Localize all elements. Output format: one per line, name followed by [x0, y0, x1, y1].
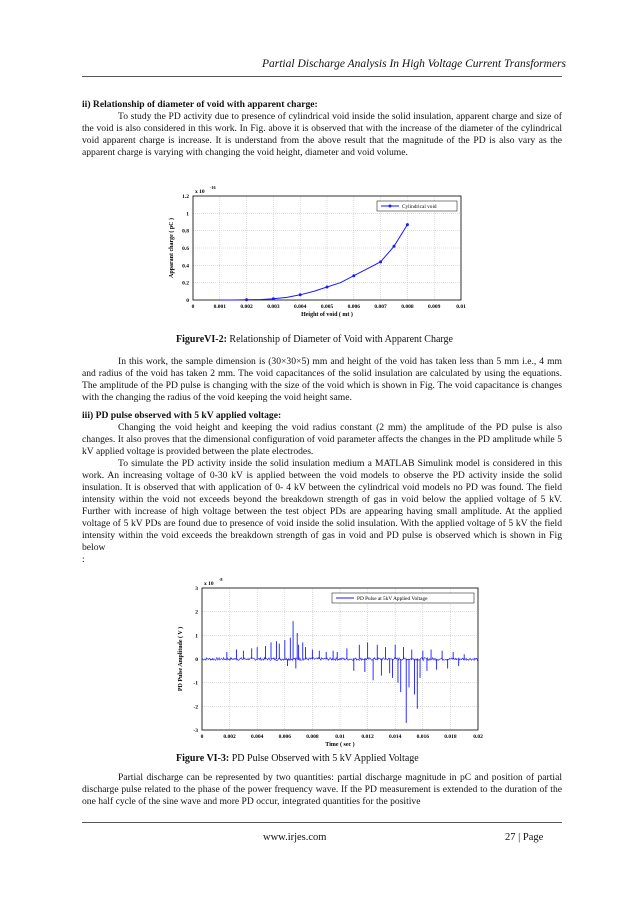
x-tick-label: 0.003: [267, 304, 280, 310]
section-pd-quantities: [82, 772, 562, 808]
x-axis-label: Height of void ( mt ): [301, 312, 353, 318]
data-point: [272, 297, 275, 300]
x-tick-label: 0.01: [456, 304, 466, 310]
footer-site: www.irjes.com: [263, 832, 327, 843]
legend-entry: PD Pulse at 5kV Applied Voltage: [357, 596, 428, 603]
y-multiplier-exp: -16: [210, 186, 216, 190]
data-point: [393, 245, 396, 248]
data-point: [299, 293, 302, 296]
legend-entry: Cylindrical void: [402, 204, 437, 211]
data-point: [379, 260, 382, 263]
x-tick-label: 0.014: [389, 734, 402, 740]
paragraph: Partial discharge can be represented by two quantities: partial discharge magnitude in pC and position of partial discharge pulse related to the phase of the power frequency wave. If the PD measurement is extended to the duration of the one half cycle of the sine wave and more PD occur, integrated quantities for the positive: [82, 772, 562, 807]
y-tick-label: 0.2: [182, 280, 189, 287]
x-tick-label: 0.006: [278, 734, 291, 740]
x-tick-label: 0.004: [251, 734, 264, 740]
paragraph: Changing the void height and keeping the void radius constant (2 mm) the amplitude of the PD pulse is also changes. It also proves that the dimensional configuration of void parameter affects the changes in the PD amplitude while 5 kV applied voltage is provided between the plate electrodes.: [82, 422, 562, 457]
colon-mark: :: [82, 554, 85, 565]
x-tick-label: 0: [191, 304, 195, 310]
x-tick-label: 0.002: [240, 304, 253, 310]
section-heading: iii) PD pulse observed with 5 kV applied voltage:: [82, 410, 282, 421]
y-tick-label: 1: [195, 633, 198, 640]
data-point: [406, 223, 409, 226]
data-point: [326, 286, 329, 289]
x-tick-label: 0.008: [401, 304, 414, 310]
y-tick-label: -2: [193, 704, 198, 711]
x-axis-label: Time ( sec ): [325, 742, 355, 748]
y-tick-label: 3: [195, 586, 198, 592]
y-tick-label: 0: [195, 657, 198, 663]
y-tick-label: 0.4: [182, 263, 189, 270]
paragraph: To study the PD activity due to presence of cylindrical void inside the solid insulation, apparent charge and size of the void is also considered in this work. In Fig. above it is observed that with the increase of the diameter of the cylindrical void apparent charge is increase. It is understand from the above result that the magnitude of the PD is also vary as the apparent charge is varying with changing the void height, diameter and void volume.: [82, 111, 562, 158]
y-tick-label: 1.2: [182, 194, 189, 200]
legend-marker: [389, 205, 392, 208]
caption-text: Relationship of Diameter of Void with Apparent Charge: [226, 334, 453, 345]
y-multiplier: x 10: [204, 581, 214, 587]
data-point: [352, 274, 355, 277]
y-tick-label: -1: [193, 680, 198, 687]
x-tick-label: 0.004: [294, 304, 307, 310]
y-tick-label: 0.6: [182, 246, 189, 252]
y-tick-label: -3: [193, 728, 198, 734]
y-tick-label: 0.8: [182, 228, 189, 235]
y-multiplier-exp: -8: [219, 577, 223, 582]
running-header: Partial Discharge Analysis In High Voltage Current Transformers: [261, 58, 566, 70]
x-tick-label: 0.009: [428, 304, 441, 310]
chart-pd-pulse: [166, 576, 486, 751]
y-axis-label: Apparant charge ( pC ): [169, 218, 175, 278]
section-heading: ii) Relationship of diameter of void with apparent charge:: [82, 99, 318, 110]
section-sample: [82, 356, 562, 404]
paragraph: To simulate the PD activity inside the solid insulation medium a MATLAB Simulink model is considered in this work. An increasing voltage of 0-30 kV is applied between the void models to observe the PD activity inside the solid insulation. It is observed that with application of 0- 4 kV between the cylindrical void models no PD was found. The field intensity within the void not exceeds beyond the breakdown strength of gas in void below the applied voltage of 5 kV. Further with increase of high voltage between the test object PDs are appearing having small amplitude. At the applied voltage of 5 kV PDs are found due to presence of void inside the solid insulation. With the applied voltage of 5 kV the field intensity within the void exceeds the breakdown strength of gas in void and PD pulse is observed which is shown in Fig below: [82, 458, 562, 553]
chart-apparent-charge: [165, 186, 475, 334]
y-axis-label: PD Pulse Amplitude ( V ): [178, 626, 184, 692]
figure-caption: [176, 334, 453, 345]
data-point: [245, 298, 248, 301]
x-tick-label: 0: [200, 734, 204, 740]
x-tick-label: 0.012: [361, 734, 374, 740]
x-tick-label: 0.006: [347, 304, 360, 310]
y-tick-label: 0: [186, 298, 189, 304]
paragraph: In this work, the sample dimension is (30×30×5) mm and height of the void has taken less than 5 mm i.e., 4 mm and radius of the void has taken 2 mm. The void capacitances of the solid insulation are calculated by using the equations. The amplitude of the PD pulse is changing with the size of the void which is shown in Fig. The void capacitance is changes with the changing the radius of the void keeping the void height same.: [82, 356, 562, 403]
caption-label: FigureVI-2:: [176, 334, 227, 345]
figure-caption: [176, 753, 419, 764]
y-multiplier: x 10: [195, 189, 205, 195]
page-number: 27 | Page: [505, 832, 544, 843]
caption-label: Figure VI-3:: [176, 753, 230, 764]
x-tick-label: 0.02: [473, 734, 483, 740]
section-diameter: [82, 99, 562, 159]
x-tick-label: 0.016: [416, 734, 429, 740]
y-tick-label: 2: [195, 609, 198, 616]
caption-text: PD Pulse Observed with 5 kV Applied Voltage: [229, 753, 419, 764]
x-tick-label: 0.01: [335, 734, 345, 740]
footer-rule: [82, 822, 562, 823]
y-tick-label: 1: [186, 211, 189, 218]
x-tick-label: 0.018: [444, 734, 457, 740]
x-tick-label: 0.008: [306, 734, 319, 740]
x-tick-label: 0.001: [213, 304, 226, 310]
header-rule: [82, 76, 562, 77]
x-tick-label: 0.002: [223, 734, 236, 740]
x-tick-label: 0.005: [320, 304, 334, 310]
section-pd-pulse: [82, 410, 562, 566]
x-tick-label: 0.007: [374, 304, 387, 310]
